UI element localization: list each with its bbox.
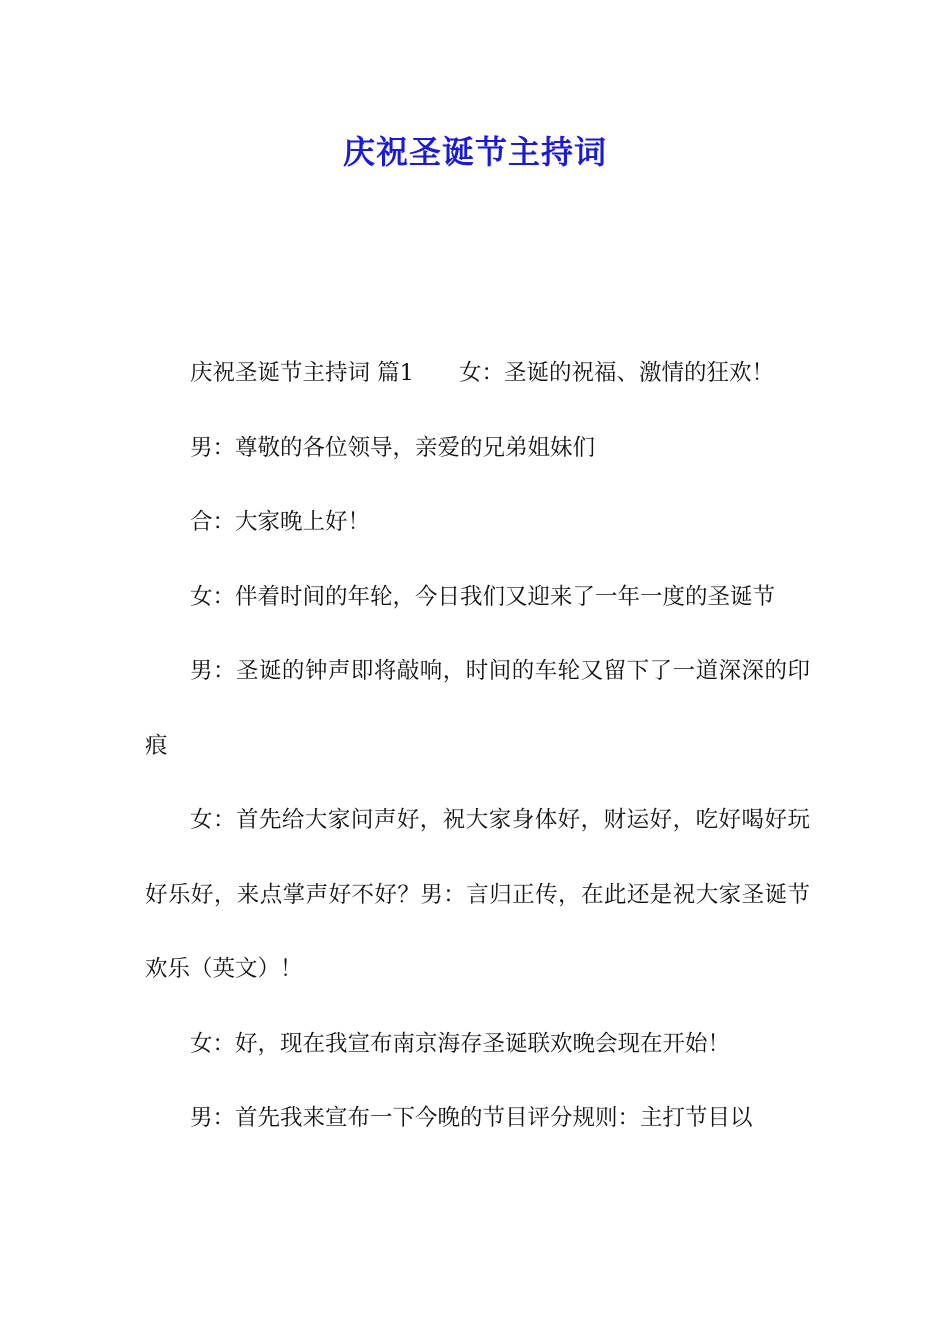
document-title: 庆祝圣诞节主持词	[342, 133, 607, 171]
paragraph-5: 男：圣诞的钟声即将敲响，时间的车轮又留下了一道深深的印痕	[145, 658, 810, 759]
paragraph-4: 女：伴着时间的年轮，今日我们又迎来了一年一度的圣诞节	[190, 583, 776, 610]
paragraph-8: 男：首先我来宣布一下今晚的节目评分规则：主打节目以	[190, 1105, 753, 1131]
paragraph-6: 女：首先给大家问声好，祝大家身体好，财运好，吃好喝好玩好乐好，来点掌声好不好？男：言归正传，在此还是祝大家圣诞节欢乐（英文）！	[145, 807, 810, 982]
document-body	[145, 336, 810, 1156]
paragraph-3: 合：大家晚上好！	[190, 509, 371, 535]
paragraph-7: 女：好，现在我宣布南京海存圣诞联欢晚会现在开始！	[190, 1030, 731, 1057]
paragraph-2: 男：尊敬的各位领导，亲爱的兄弟姐妹们	[190, 434, 596, 461]
paragraph-1: 庆祝圣诞节主持词 篇1 女：圣诞的祝福、激情的狂欢！	[190, 360, 774, 386]
